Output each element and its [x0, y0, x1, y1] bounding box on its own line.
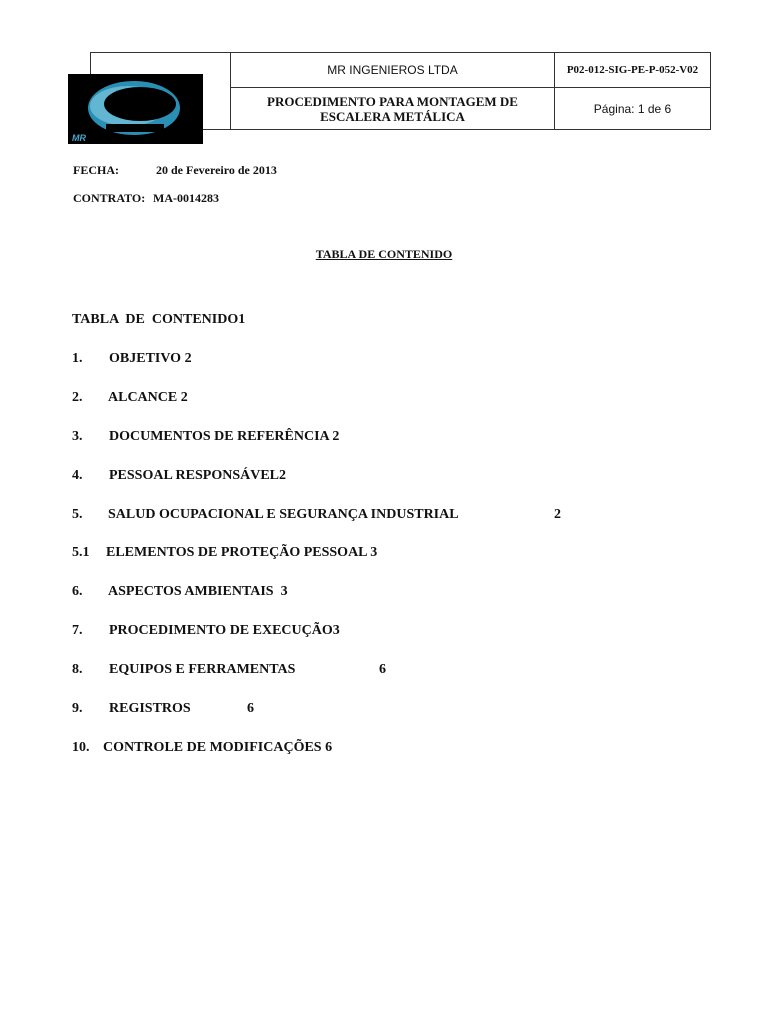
contrato-value: MA-0014283 — [153, 191, 219, 205]
toc-entry[interactable] — [72, 351, 192, 367]
toc-entry-page: 6 — [379, 662, 386, 677]
toc-entry-page: 6 — [247, 701, 254, 716]
toc-entry[interactable] — [72, 390, 188, 406]
toc-entry-number: 5. — [72, 507, 83, 522]
toc-entry[interactable] — [72, 662, 392, 678]
toc-entry-number: 9. — [72, 701, 83, 716]
contrato-row — [73, 191, 219, 206]
toc-entry[interactable] — [72, 429, 339, 445]
toc-entry-page: 2 — [184, 351, 192, 366]
toc-entry-number: 6. — [72, 584, 83, 599]
toc-entry-number: 7. — [72, 623, 83, 638]
toc-entry[interactable] — [72, 312, 245, 328]
toc-entry-text: ASPECTOS AMBIENTAIS — [108, 584, 274, 599]
toc-entry-text: PESSOAL RESPONSÁVEL — [109, 468, 279, 483]
company-name: MR INGENIEROS LTDA — [231, 53, 555, 88]
document-title-line1: PROCEDIMENTO PARA MONTAGEM DE — [267, 93, 518, 109]
toc-entry-text: ELEMENTOS DE PROTEÇÃO PESSOAL — [106, 545, 367, 560]
toc-entry-text: OBJETIVO — [109, 351, 182, 366]
toc-entry-text: REGISTROS — [109, 701, 191, 716]
toc-entry-page: 3 — [370, 545, 378, 560]
toc-entry-text: DOCUMENTOS DE REFERÊNCIA — [109, 429, 329, 444]
toc-heading: TABLA DE CONTENIDO — [315, 247, 453, 261]
toc-entry-page: 2 — [180, 390, 188, 405]
toc-entry[interactable] — [72, 623, 340, 639]
toc-entry-text: EQUIPOS E FERRAMENTAS — [109, 662, 296, 677]
toc-entry[interactable] — [72, 584, 288, 600]
page-number: Página: 1 de 6 — [555, 88, 711, 130]
toc-entry-page: 2 — [279, 468, 286, 483]
toc-entry[interactable] — [72, 545, 377, 561]
toc-entry-number: 5.1 — [72, 545, 90, 560]
toc-entry-text: SALUD OCUPACIONAL E SEGURANÇA INDUSTRIAL — [108, 507, 459, 522]
logo-ring-icon — [68, 74, 203, 144]
toc-entry-page: 6 — [325, 740, 333, 755]
toc-entry-number: 10. — [72, 740, 90, 755]
company-logo — [68, 74, 203, 144]
toc-entry[interactable] — [72, 507, 567, 523]
toc-entry-text: ALCANCE — [108, 390, 178, 405]
logo-text: MR — [72, 133, 86, 143]
toc-entry-page: 2 — [332, 429, 340, 444]
document-title-line2: ESCALERA METÁLICA — [320, 108, 465, 124]
fecha-row — [73, 163, 277, 178]
toc-entry-page: 1 — [238, 312, 246, 327]
document-title — [231, 88, 555, 130]
toc-entry-number: 1. — [72, 351, 83, 366]
toc-entry-text: PROCEDIMENTO DE EXECUÇÃO — [109, 623, 333, 638]
toc-entry-page: 3 — [280, 584, 288, 599]
toc-entry-page: 2 — [554, 507, 561, 522]
fecha-label: FECHA: — [73, 163, 119, 177]
toc-entry-text: TABLA DE CONTENIDO — [72, 312, 239, 327]
toc-entry[interactable] — [72, 468, 286, 484]
toc-entry-number: 3. — [72, 429, 83, 444]
toc-entry-text: CONTROLE DE MODIFICAÇÕES — [103, 740, 322, 755]
toc-entry-page: 3 — [332, 623, 340, 638]
toc-entry[interactable] — [72, 701, 262, 717]
fecha-value: 20 de Fevereiro de 2013 — [156, 163, 277, 177]
toc-entry[interactable] — [72, 740, 332, 756]
contrato-label: CONTRATO: — [73, 191, 146, 205]
toc-entry-number: 4. — [72, 468, 83, 483]
toc-entry-number: 8. — [72, 662, 83, 677]
toc-entry-number: 2. — [72, 390, 83, 405]
document-code: P02-012-SIG-PE-P-052-V02 — [555, 53, 711, 88]
